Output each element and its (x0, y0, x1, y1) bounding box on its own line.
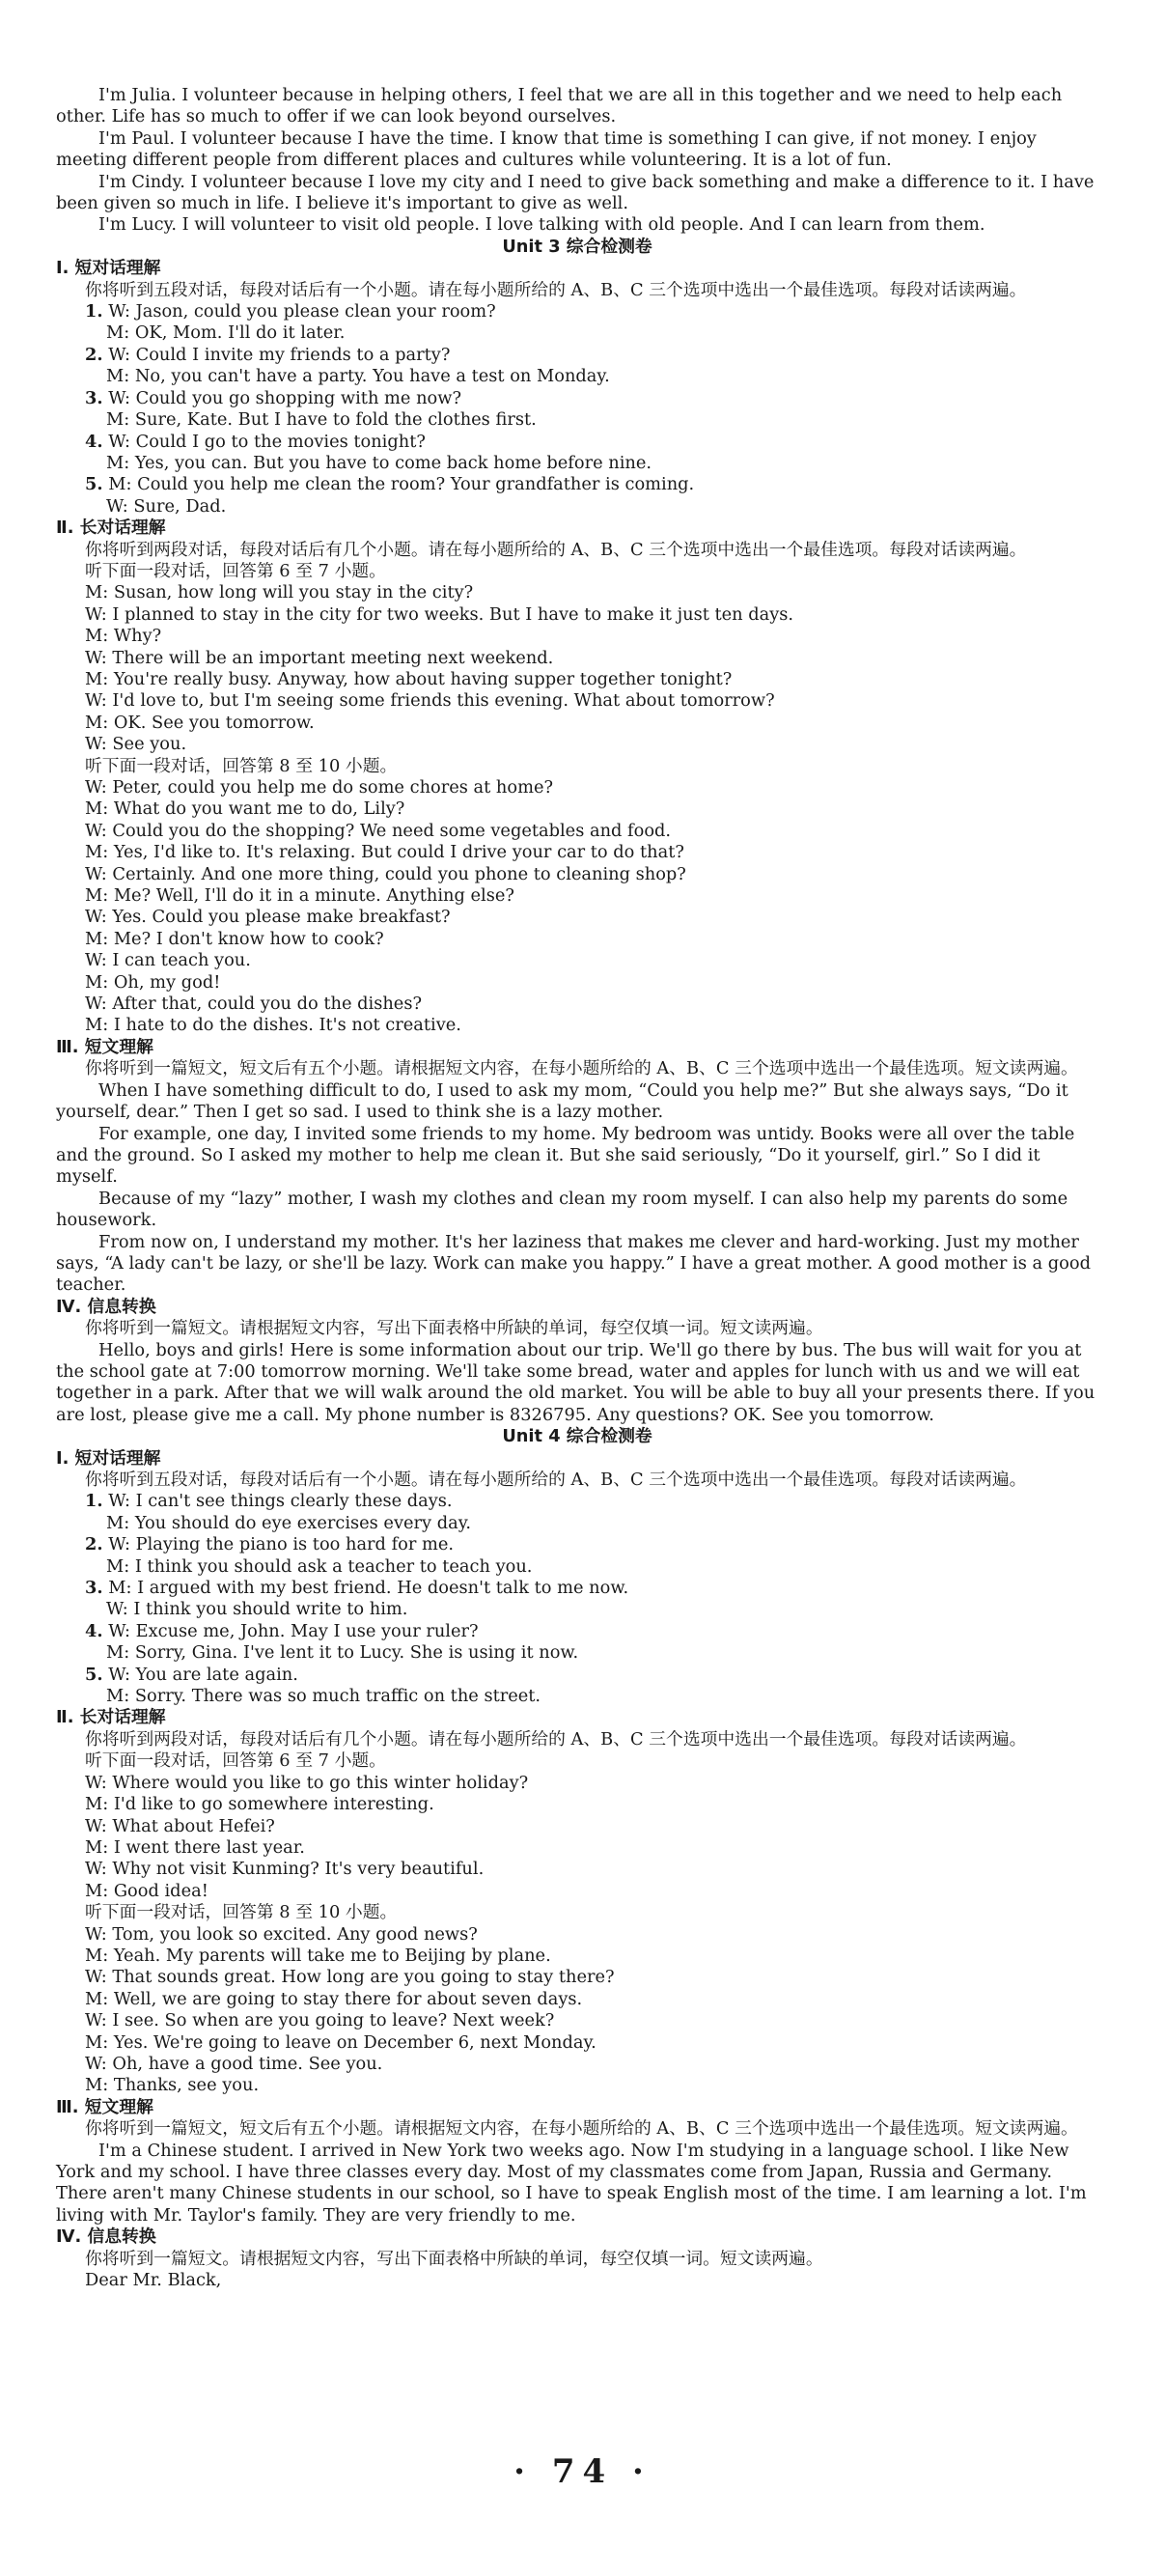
dialogue-line: M: Sorry, Gina. I've lent it to Lucy. She is using it now. (106, 1642, 579, 1664)
long-dialogue (56, 561, 1098, 1037)
item-number: 1. (85, 301, 103, 322)
dialogue-line: M: You should do eye exercises every day. (106, 1512, 472, 1533)
dialogue-line: W: Tom, you look so excited. Any good news? (85, 1923, 478, 1945)
section-heading: Ⅱ. 长对话理解 (56, 518, 166, 539)
section-heading: Ⅲ. 短文理解 (56, 1036, 153, 1057)
long-dialogue (56, 1750, 1098, 2097)
item-number: 4. (85, 1620, 103, 1641)
dialogue-line: 听下面一段对话，回答第 8 至 10 小题。 (85, 1902, 398, 1923)
dialogue-line: M: Well, we are going to stay there for about seven days. (85, 1988, 583, 2009)
dialogue-line: 听下面一段对话，回答第 6 至 7 小题。 (85, 1750, 386, 1772)
intro-block (56, 85, 1098, 237)
paragraph: Because of my “lazy” mother, I wash my clothes and clean my room myself. I can also help my parents do some housework. (56, 1188, 1068, 1231)
dialogue-line: M: I went there last year. (85, 1836, 305, 1858)
dialogue-line: W: I'd love to, but I'm seeing some friends this evening. What about tomorrow? (85, 690, 775, 712)
section-instruction: 你将听到一篇短文，短文后有五个小题。请根据短文内容，在每小题所给的 A、B、C 三个选项中选出一个最佳选项。短文读两遍。 (85, 1058, 1078, 1079)
dialogue-text: W: Playing the piano is too hard for me. (108, 1534, 455, 1555)
section-heading: Ⅰ. 短对话理解 (56, 1447, 161, 1469)
page-number: · 74 · (513, 2452, 652, 2491)
dialogue-line: M: Yeah. My parents will take me to Beijing by plane. (85, 1945, 551, 1966)
dialogue-text: W: Could I go to the movies tonight? (108, 431, 426, 452)
short-dialogue-list (56, 1491, 1098, 1707)
dialogue-line: W: Oh, have a good time. See you. (85, 2053, 383, 2074)
dialogue-line: M: What do you want me to do, Lily? (85, 798, 405, 820)
unit-3-title: Unit 3 综合检测卷 (502, 236, 652, 257)
section-heading: Ⅳ. 信息转换 (56, 1296, 156, 1317)
dialogue-line: W: Sure, Dad. (106, 495, 227, 517)
paragraph: I'm Paul. I volunteer because I have the time. I know that time is something I can give, if not money. I enjoy meeting different people from different places and cultures while volunteering. It is a lot of fun. (56, 127, 1037, 171)
dialogue-line: M: Sure, Kate. But I have to fold the clothes first. (106, 409, 537, 431)
dialogue-line: W: Certainly. And one more thing, could you phone to cleaning shop? (85, 863, 686, 884)
dialogue-line: M: Good idea! (85, 1880, 208, 1901)
paragraph: Hello, boys and girls! Here is some information about our trip. We'll go there by bus. The bus will wait for you at the school gate at 7:00 tomorrow morning. We'll take some bread, water and apples for lunch with us and we will eat together in a park. After that we will walk around the old market. You will be able to buy all your presents there. If you are lost, please give me a call. My phone number is 8326795. Any questions? OK. See you tomorrow. (56, 1339, 1096, 1425)
dialogue-line: M: You're really busy. Anyway, how about having supper together tonight? (85, 668, 733, 689)
dialogue-line: M: Susan, how long will you stay in the city? (85, 582, 474, 603)
dialogue-line (56, 1621, 1098, 1642)
section-heading: Ⅳ. 信息转换 (56, 2226, 156, 2248)
short-dialogue-list (56, 301, 1098, 518)
dialogue-text: W: I can't see things clearly these days. (108, 1491, 453, 1512)
document-page (56, 85, 1098, 2291)
dialogue-line: M: OK. See you tomorrow. (85, 712, 315, 733)
dialogue-line: W: Why not visit Kunming? It's very beautiful. (85, 1859, 485, 1880)
dialogue-line: M: Sorry. There was so much traffic on the street. (106, 1686, 541, 1707)
letter-salutation: Dear Mr. Black, (85, 2270, 222, 2291)
paragraph: I'm a Chinese student. I arrived in New York two weeks ago. Now I'm studying in a language school. I like New York and my school. I have three classes every day. Most of my classmates come from Japan, Russia and Germany. There aren't many Chinese students in our school, so I have to speak English most of the time. I am learning a lot. I'm living with Mr. Taylor's family. They are very friendly to me. (56, 2140, 1087, 2226)
section-instruction: 你将听到一篇短文，短文后有五个小题。请根据短文内容，在每小题所给的 A、B、C 三个选项中选出一个最佳选项。短文读两遍。 (85, 2118, 1078, 2140)
section-instruction: 你将听到五段对话，每段对话后有一个小题。请在每小题所给的 A、B、C 三个选项中选出一个最佳选项。每段对话读两遍。 (85, 1470, 1027, 1490)
dialogue-text: W: You are late again. (108, 1664, 298, 1685)
dialogue-text: W: Could you go shopping with me now? (108, 387, 462, 408)
unit-4-title: Unit 4 综合检测卷 (502, 1426, 652, 1447)
dialogue-line (56, 388, 1098, 409)
dialogue-line (56, 1665, 1098, 1686)
section-heading: Ⅰ. 短对话理解 (56, 258, 161, 279)
dialogue-line: W: What about Hefei? (85, 1815, 275, 1836)
item-number: 5. (85, 1664, 103, 1685)
dialogue-line: M: Yes. We're going to leave on December 6, next Monday. (85, 2031, 596, 2053)
dialogue-line: M: Thanks, see you. (85, 2075, 260, 2096)
dialogue-line: W: Where would you like to go this winter holiday? (85, 1772, 529, 1793)
dialogue-line: W: There will be an important meeting next weekend. (85, 647, 554, 668)
section-heading: Ⅱ. 长对话理解 (56, 1707, 166, 1728)
passage (56, 1340, 1098, 1427)
dialogue-line: 听下面一段对话，回答第 8 至 10 小题。 (85, 755, 398, 776)
passage (56, 1080, 1098, 1297)
dialogue-line: M: OK, Mom. I'll do it later. (106, 322, 346, 344)
dialogue-line: M: I hate to do the dishes. It's not creative. (85, 1015, 461, 1036)
item-number: 2. (85, 1534, 103, 1555)
paragraph: For example, one day, I invited some friends to my home. My bedroom was untidy. Books were all over the table and the ground. So I asked my mother to help me clean it. But she said seriously, “Do it yourself, girl.” So I did it myself. (56, 1123, 1075, 1188)
dialogue-line: M: Yes, you can. But you have to come back home before nine. (106, 452, 652, 473)
dialogue-line: M: Yes, I'd like to. It's relaxing. But could I drive your car to do that? (85, 842, 684, 863)
dialogue-line: M: Me? Well, I'll do it in a minute. Anything else? (85, 885, 514, 907)
dialogue-text: M: I argued with my best friend. He doesn't talk to me now. (108, 1578, 629, 1599)
dialogue-line (56, 301, 1098, 322)
paragraph: I'm Cindy. I volunteer because I love my city and I need to give back something and make a difference to it. I have been given so much in life. I believe it's important to give as well. (56, 171, 1095, 214)
dialogue-line: M: No, you can't have a party. You have a test on Monday. (106, 366, 610, 387)
dialogue-text: W: Could I invite my friends to a party? (108, 344, 451, 365)
dialogue-line (56, 474, 1098, 495)
section-instruction: 你将听到两段对话，每段对话后有几个小题。请在每小题所给的 A、B、C 三个选项中选出一个最佳选项。每段对话读两遍。 (85, 539, 1027, 560)
dialogue-line (56, 432, 1098, 453)
item-number: 2. (85, 344, 103, 365)
dialogue-line: M: Me? I don't know how to cook? (85, 928, 384, 949)
dialogue-line: W: I can teach you. (85, 950, 251, 971)
section-instruction: 你将听到一篇短文。请根据短文内容，写出下面表格中所缺的单词，每空仅填一词。短文读两遍。 (85, 1318, 823, 1339)
dialogue-line (56, 1491, 1098, 1512)
dialogue-line: M: I'd like to go somewhere interesting. (85, 1794, 434, 1815)
dialogue-line: 听下面一段对话，回答第 6 至 7 小题。 (85, 560, 386, 581)
paragraph: I'm Julia. I volunteer because in helping others, I feel that we are all in this together and we need to help each other. Life has so much to offer if we can look beyond ourselves. (56, 85, 1063, 127)
dialogue-text: W: Jason, could you please clean your room? (108, 301, 496, 322)
item-number: 1. (85, 1491, 103, 1512)
dialogue-line: W: That sounds great. How long are you going to stay there? (85, 1967, 615, 1988)
passage (56, 2141, 1098, 2227)
item-number: 5. (85, 474, 103, 495)
dialogue-line: W: After that, could you do the dishes? (85, 994, 422, 1015)
item-number: 3. (85, 1578, 103, 1599)
section-instruction: 你将听到一篇短文。请根据短文内容，写出下面表格中所缺的单词，每空仅填一词。短文读两遍。 (85, 2248, 823, 2269)
dialogue-line: W: I see. So when are you going to leave? Next week? (85, 2010, 555, 2031)
dialogue-line: W: I think you should write to him. (106, 1599, 408, 1620)
dialogue-line: W: Yes. Could you please make breakfast? (85, 907, 451, 928)
dialogue-text: W: Excuse me, John. May I use your ruler? (108, 1620, 479, 1641)
dialogue-line: W: Peter, could you help me do some chores at home? (85, 777, 553, 798)
paragraph: When I have something difficult to do, I used to ask my mom, “Could you help me?” But she always says, “Do it yourself, dear.” Then I get so sad. I used to think she is a lazy mother. (56, 1079, 1068, 1123)
dialogue-line (56, 345, 1098, 366)
section-instruction: 你将听到两段对话，每段对话后有几个小题。请在每小题所给的 A、B、C 三个选项中选出一个最佳选项。每段对话读两遍。 (85, 1728, 1027, 1750)
paragraph: I'm Lucy. I will volunteer to visit old people. I love talking with old people. And I can learn from them. (98, 214, 985, 236)
dialogue-text: M: Could you help me clean the room? Your grandfather is coming. (108, 474, 695, 495)
dialogue-line: W: See you. (85, 734, 187, 755)
dialogue-line: M: I think you should ask a teacher to teach you. (106, 1555, 533, 1577)
dialogue-line: W: I planned to stay in the city for two weeks. But I have to make it just ten days. (85, 603, 794, 625)
dialogue-line: M: Why? (85, 626, 162, 647)
item-number: 3. (85, 387, 103, 408)
dialogue-line (56, 1534, 1098, 1555)
section-instruction: 你将听到五段对话，每段对话后有一个小题。请在每小题所给的 A、B、C 三个选项中选出一个最佳选项。每段对话读两遍。 (85, 279, 1027, 300)
dialogue-line: W: Could you do the shopping? We need some vegetables and food. (85, 820, 672, 841)
section-heading: Ⅲ. 短文理解 (56, 2096, 153, 2117)
item-number: 4. (85, 431, 103, 452)
paragraph: From now on, I understand my mother. It's her laziness that makes me clever and hard-working. Just my mother says, “A lady can't be lazy, or she'll be lazy. Work can make you happy.” I have a great mother. A good mother is a good teacher. (56, 1231, 1091, 1296)
dialogue-line: M: Oh, my god! (85, 971, 221, 993)
dialogue-line (56, 1578, 1098, 1599)
